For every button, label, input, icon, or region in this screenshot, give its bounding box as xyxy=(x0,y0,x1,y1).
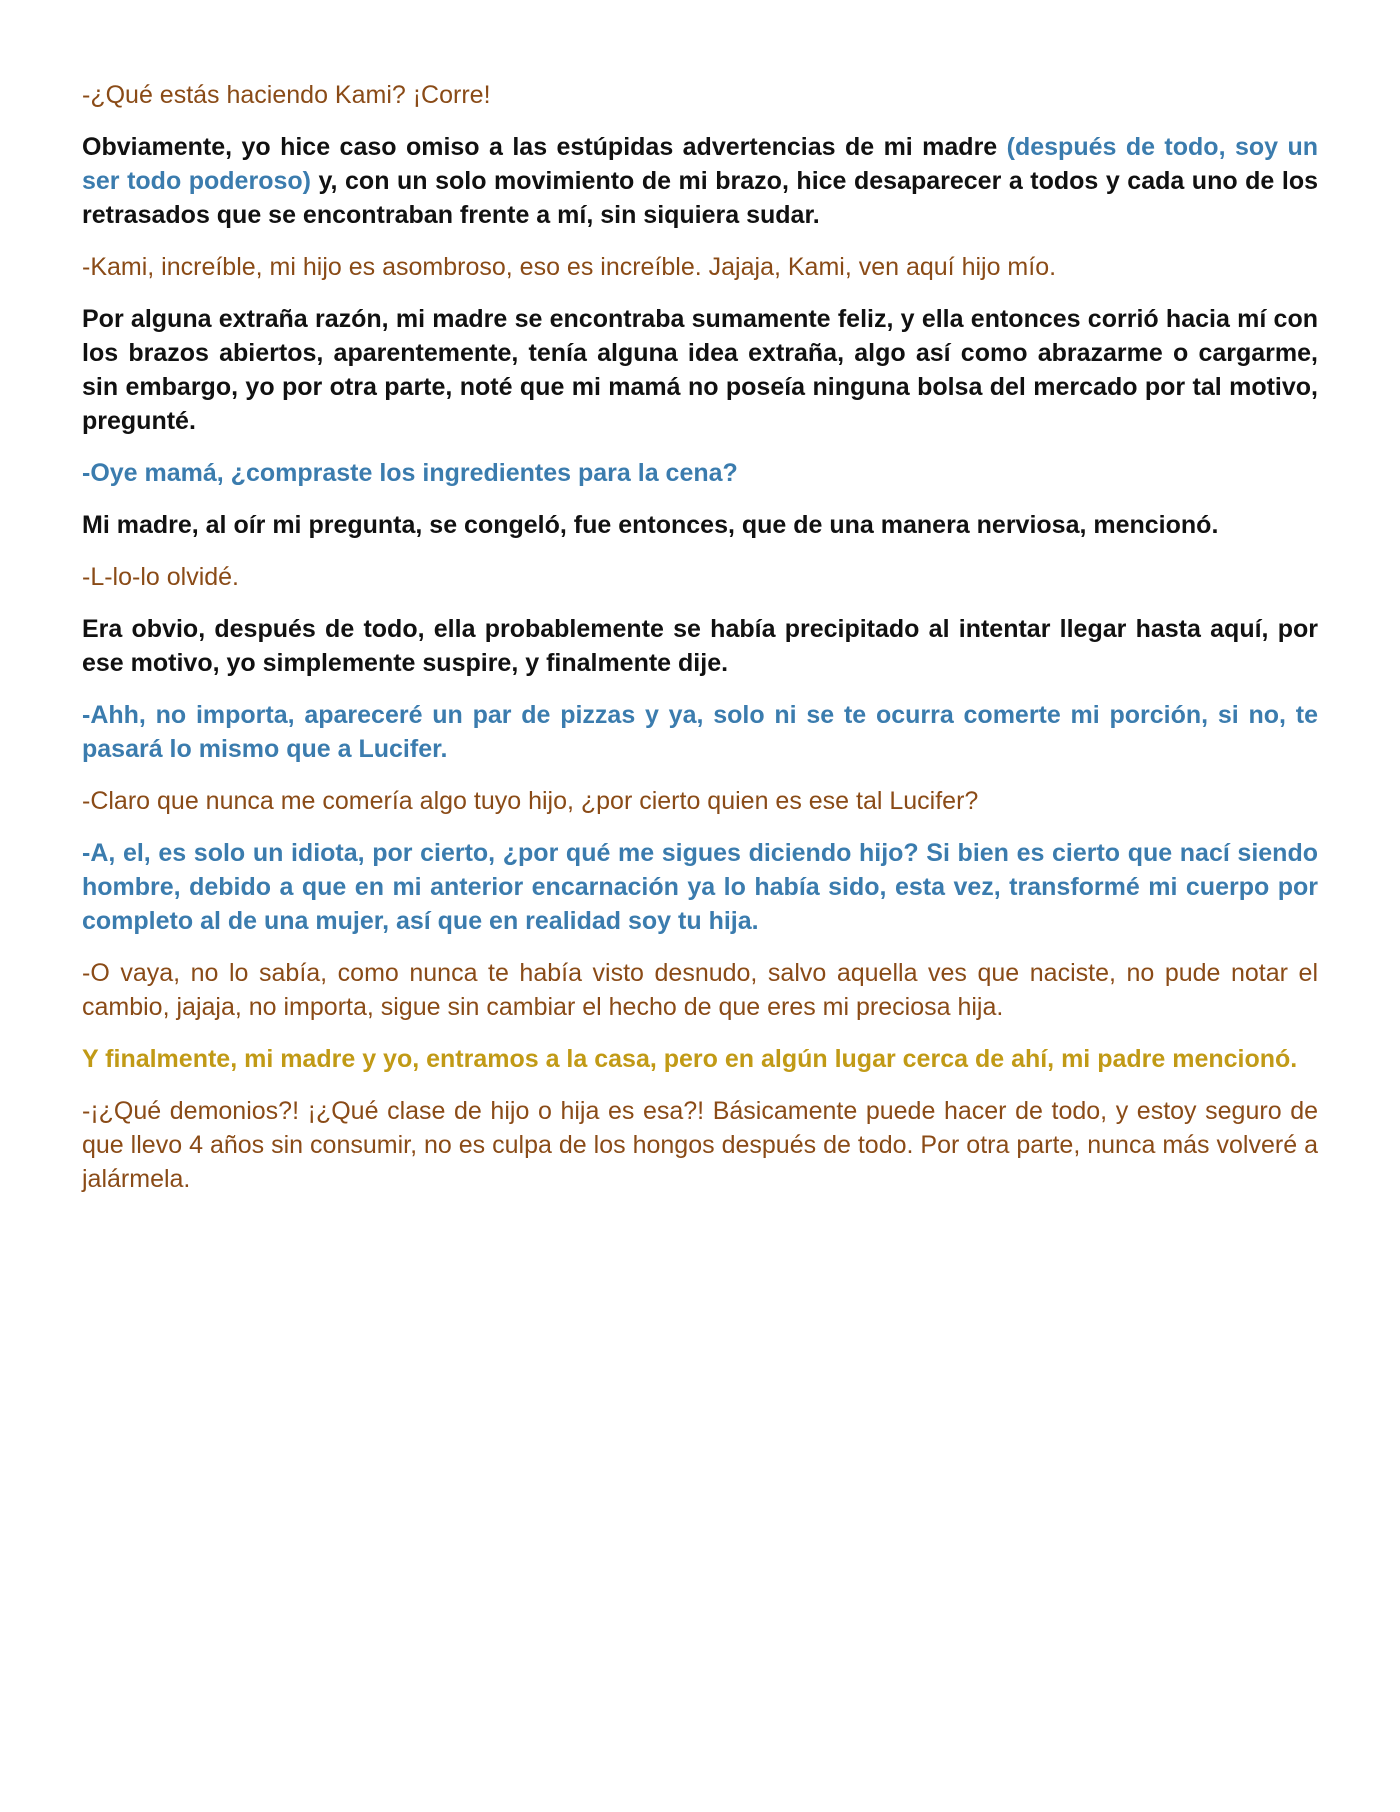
kami-dialogue: -Oye mamá, ¿compraste los ingredientes para la cena? xyxy=(82,459,738,487)
narration-paragraph xyxy=(82,130,1318,232)
kami-dialogue: -A, el, es solo un idiota, por cierto, ¿por qué me sigues diciendo hijo? Si bien es cierto que nací siendo hombre, debido a que en mi anterior encarnación ya lo había sido, esta vez, transformé mi cuerpo por completo al de una mujer, así que en realidad soy tu hija. xyxy=(82,839,1318,935)
narration-paragraph: Por alguna extraña razón, mi madre se encontraba sumamente feliz, y ella entonces corrió hacia mí con los brazos abiertos, aparentemente, tenía alguna idea extraña, algo así como abrazarme o cargarme, sin embargo, yo por otra parte, noté que mi mamá no poseía ninguna bolsa del mercado por tal motivo, pregunté. xyxy=(82,305,1318,435)
kami-dialogue: -Ahh, no importa, apareceré un par de pizzas y ya, solo ni se te ocurra comerte mi porción, si no, te pasará lo mismo que a Lucifer. xyxy=(82,701,1318,763)
narration-text: y, con un solo movimiento de mi brazo, hice desaparecer a todos y cada uno de los retrasados que se encontraban frente a mí, sin siquiera sudar. xyxy=(82,167,1318,229)
narration-paragraph: Mi madre, al oír mi pregunta, se congeló, fue entonces, que de una manera nerviosa, mencionó. xyxy=(82,511,1219,539)
father-dialogue: -¡¿Qué demonios?! ¡¿Qué clase de hijo o hija es esa?! Básicamente puede hacer de todo, y estoy seguro de que llevo 4 años sin consumir, no es culpa de los hongos después de todo. Por otra parte, nunca más volveré a jalármela. xyxy=(82,1097,1318,1193)
mother-dialogue: -L-lo-lo olvidé. xyxy=(82,563,240,591)
mother-dialogue: -O vaya, no lo sabía, como nunca te había visto desnudo, salvo aquella ves que naciste, no pude notar el cambio, jajaja, no importa, sigue sin cambiar el hecho de que eres mi preciosa hija. xyxy=(82,959,1318,1021)
mother-dialogue: -Claro que nunca me comería algo tuyo hijo, ¿por cierto quien es ese tal Lucifer? xyxy=(82,787,979,815)
document-page xyxy=(82,78,1318,1214)
narration-paragraph: Era obvio, después de todo, ella probablemente se había precipitado al intentar llegar hasta aquí, por ese motivo, yo simplemente suspire, y finalmente dije. xyxy=(82,615,1318,677)
mother-dialogue: -Kami, increíble, mi hijo es asombroso, eso es increíble. Jajaja, Kami, ven aquí hijo mío. xyxy=(82,253,1057,281)
mother-dialogue: -¿Qué estás haciendo Kami? ¡Corre! xyxy=(82,81,491,109)
father-narration: Y finalmente, mi madre y yo, entramos a la casa, pero en algún lugar cerca de ahí, mi padre mencionó. xyxy=(82,1045,1298,1073)
kami-aside: (después de todo, soy un ser todo poderoso) xyxy=(82,133,1318,195)
narration-text: Obviamente, yo hice caso omiso a las estúpidas advertencias de mi madre xyxy=(82,133,1007,161)
